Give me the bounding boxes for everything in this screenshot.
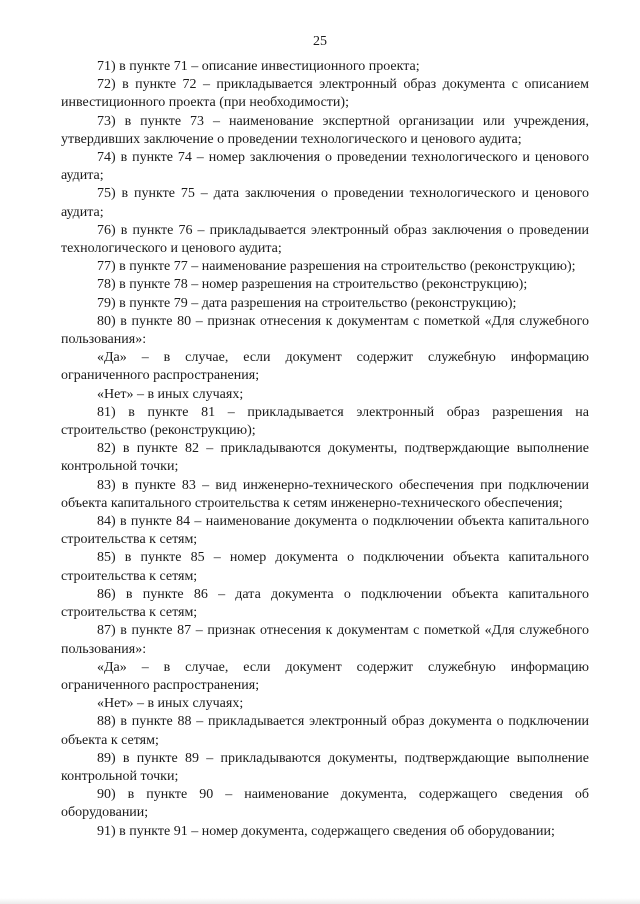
list-item: «Да» – в случае, если документ содержит служебную информацию ограниченного распространения;	[61, 659, 589, 693]
page-bottom-edge	[0, 898, 640, 904]
list-item: 72) в пункте 72 – прикладывается электронный образ документа с описанием инвестиционного проекта (при необходимости);	[61, 77, 589, 111]
document-body	[61, 58, 589, 841]
list-item: 73) в пункте 73 – наименование экспертной организации или учреждения, утвердивших заключение о проведении технологического и ценового аудита;	[61, 113, 589, 147]
list-item: 82) в пункте 82 – прикладываются документы, подтверждающие выполнение контрольной точки;	[61, 441, 589, 475]
list-item: 71) в пункте 71 – описание инвестиционного проекта;	[97, 59, 420, 74]
list-item: 86) в пункте 86 – дата документа о подключении объекта капитального строительства к сетям;	[61, 586, 589, 621]
list-item: 85) в пункте 85 – номер документа о подключении объекта капитального строительства к сетям;	[61, 550, 589, 584]
list-item: «Нет» – в иных случаях;	[97, 696, 244, 712]
list-item: 87) в пункте 87 – признак отнесения к документам с пометкой «Для служебного пользования»:	[61, 623, 589, 657]
page-number: 25	[313, 34, 327, 49]
list-item: 76) в пункте 76 – прикладывается электронный образ заключения о проведении технологического и ценового аудита;	[61, 222, 589, 257]
list-item: 90) в пункте 90 – наименование документа, содержащего сведения об оборудовании;	[61, 787, 589, 821]
list-item: «Да» – в случае, если документ содержит служебную информацию ограниченного распространения;	[61, 350, 589, 384]
list-item: 75) в пункте 75 – дата заключения о проведении технологического и ценового аудита;	[61, 186, 589, 220]
list-item: 89) в пункте 89 – прикладываются документы, подтверждающие выполнение контрольной точки;	[61, 750, 589, 784]
list-item: 78) в пункте 78 – номер разрешения на строительство (реконструкцию);	[97, 277, 528, 293]
list-item: 80) в пункте 80 – признак отнесения к документам с пометкой «Для служебного пользования»:	[61, 313, 589, 348]
list-item: «Нет» – в иных случаях;	[97, 386, 244, 402]
list-item: 83) в пункте 83 – вид инженерно-технического обеспечения при подключении объекта капитального строительства к сетям инженерно-технического обеспечения;	[61, 477, 589, 511]
list-item: 91) в пункте 91 – номер документа, содержащего сведения об оборудовании;	[97, 823, 555, 839]
list-item: 77) в пункте 77 – наименование разрешения на строительство (реконструкцию);	[97, 259, 576, 275]
list-item: 79) в пункте 79 – дата разрешения на строительство (реконструкцию);	[97, 295, 517, 311]
list-item: 74) в пункте 74 – номер заключения о проведении технологического и ценового аудита;	[61, 150, 589, 184]
list-item: 84) в пункте 84 – наименование документа о подключении объекта капитального строительства к сетям;	[61, 514, 589, 548]
list-item: 81) в пункте 81 – прикладывается электронный образ разрешения на строительство (реконструкцию);	[61, 404, 589, 439]
list-item: 88) в пункте 88 – прикладывается электронный образ документа о подключении объекта к сетям;	[61, 714, 589, 748]
